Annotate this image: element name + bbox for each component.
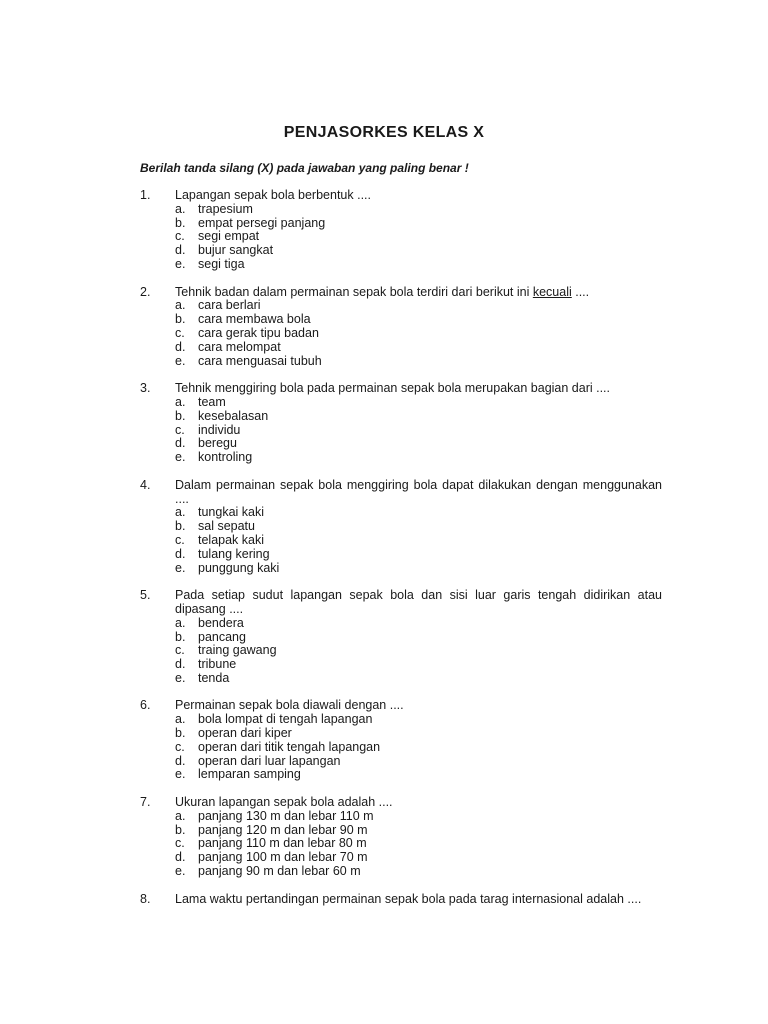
option-text: tenda: [198, 670, 230, 685]
question-text-main: Lama waktu pertandingan permainan sepak bola pada tarag internasional adalah ....: [175, 891, 642, 906]
option-letter: b.: [175, 629, 186, 644]
answer-option: [140, 644, 662, 658]
answer-option: [140, 244, 662, 258]
option-text: panjang 110 m dan lebar 80 m: [198, 836, 367, 851]
question-5: [140, 589, 662, 686]
answer-option: [140, 837, 662, 851]
answer-option: [140, 810, 662, 824]
option-letter: d.: [175, 546, 186, 561]
option-text: beregu: [198, 436, 237, 451]
option-text: panjang 100 m dan lebar 70 m: [198, 850, 368, 865]
option-letter: c.: [175, 643, 185, 658]
option-text: cara gerak tipu badan: [198, 325, 319, 340]
option-text: panjang 120 m dan lebar 90 m: [198, 822, 368, 837]
answer-option: [140, 217, 662, 231]
answer-option: [140, 327, 662, 341]
question-text-main: Pada setiap sudut lapangan sepak bola dan sisi luar garis tengah didirikan atau dipasang ....: [175, 588, 662, 616]
option-letter: e.: [175, 560, 186, 575]
question-7: [140, 796, 662, 879]
question-8: [140, 893, 662, 907]
page-title: PENJASORKES KELAS X: [283, 124, 485, 141]
question-number: 4.: [140, 477, 151, 492]
question-number: 3.: [140, 381, 151, 396]
option-text: operan dari titik tengah lapangan: [198, 739, 381, 754]
question-text-main: Lapangan sepak bola berbentuk ....: [175, 188, 371, 202]
question-4: [140, 479, 662, 576]
answer-option: [140, 341, 662, 355]
question-text: [175, 589, 662, 617]
answer-option: [140, 355, 662, 369]
option-text: team: [198, 394, 226, 409]
question-2: [140, 286, 662, 369]
option-letter: c.: [175, 836, 185, 851]
answer-option: [140, 520, 662, 534]
answer-option: [140, 755, 662, 769]
option-letter: e.: [175, 353, 186, 368]
answer-option: [140, 396, 662, 410]
question-text-main: Dalam permainan sepak bola menggiring bola dapat dilakukan dengan menggunakan ....: [175, 477, 662, 506]
question-text: [175, 382, 662, 396]
answer-option: [140, 451, 662, 465]
option-letter: a.: [175, 394, 186, 409]
option-letter: b.: [175, 408, 186, 423]
option-text: segi empat: [198, 229, 260, 244]
answer-option: [140, 562, 662, 576]
option-text: lemparan samping: [198, 767, 301, 782]
option-text: operan dari kiper: [198, 726, 292, 741]
option-letter: e.: [175, 450, 186, 465]
option-letter: e.: [175, 767, 186, 782]
option-letter: b.: [175, 312, 186, 327]
answer-option: [140, 424, 662, 438]
option-text: cara berlari: [198, 298, 261, 313]
answer-option: [140, 258, 662, 272]
option-text: telapak kaki: [198, 532, 265, 547]
option-letter: e.: [175, 670, 186, 685]
option-letter: b.: [175, 822, 186, 837]
question-number: 7.: [140, 795, 151, 810]
answer-option: [140, 865, 662, 879]
option-letter: c.: [175, 422, 185, 437]
option-letter: a.: [175, 615, 186, 630]
question-text: [175, 699, 662, 713]
answer-option: [140, 631, 662, 645]
question-1: [140, 189, 662, 272]
option-text: individu: [198, 422, 241, 437]
option-text: tungkai kaki: [198, 505, 265, 520]
option-letter: c.: [175, 325, 185, 340]
question-number: 6.: [140, 698, 151, 713]
option-text: cara menguasai tubuh: [198, 353, 322, 368]
option-letter: d.: [175, 657, 186, 672]
question-number: 2.: [140, 284, 151, 299]
option-text: punggung kaki: [198, 560, 280, 575]
option-letter: a.: [175, 808, 186, 823]
option-letter: a.: [175, 201, 186, 216]
question-text: [175, 893, 662, 907]
question-text-main: Tehnik badan dalam permainan sepak bola terdiri dari berikut ini: [175, 284, 533, 299]
option-letter: d.: [175, 436, 186, 451]
question-text: [175, 796, 662, 810]
answer-option: [140, 203, 662, 217]
question-6: [140, 699, 662, 782]
option-letter: d.: [175, 753, 186, 768]
question-text-main: Permainan sepak bola diawali dengan ....: [175, 698, 404, 713]
option-letter: a.: [175, 505, 186, 520]
option-text: bendera: [198, 615, 244, 630]
question-text: [175, 286, 662, 300]
option-letter: c.: [175, 739, 185, 754]
option-text: trapesium: [198, 201, 253, 216]
option-text: segi tiga: [198, 256, 245, 271]
option-letter: b.: [175, 726, 186, 741]
answer-option: [140, 824, 662, 838]
answer-option: [140, 313, 662, 327]
question-list: [140, 189, 662, 920]
option-letter: b.: [175, 519, 186, 534]
answer-option: [140, 658, 662, 672]
option-text: kontroling: [198, 450, 253, 465]
option-text: tulang kering: [198, 546, 270, 561]
question-number: 1.: [140, 188, 151, 202]
answer-option: [140, 713, 662, 727]
question-text: [175, 479, 662, 507]
answer-option: [140, 437, 662, 451]
option-letter: e.: [175, 864, 186, 879]
option-letter: a.: [175, 298, 186, 313]
option-letter: c.: [175, 532, 185, 547]
answer-option: [140, 506, 662, 520]
answer-option: [140, 548, 662, 562]
answer-option: [140, 617, 662, 631]
option-text: bujur sangkat: [198, 243, 274, 258]
option-text: kesebalasan: [198, 408, 269, 423]
answer-option: [140, 534, 662, 548]
question-number: 5.: [140, 588, 151, 603]
option-letter: d.: [175, 850, 186, 865]
answer-option: [140, 741, 662, 755]
option-text: sal sepatu: [198, 519, 255, 534]
answer-option: [140, 851, 662, 865]
option-letter: b.: [175, 215, 186, 230]
option-text: operan dari luar lapangan: [198, 753, 341, 768]
question-text-tail: ....: [571, 284, 590, 299]
instruction-text: Berilah tanda silang (X) pada jawaban yang paling benar !: [140, 161, 469, 175]
question-3: [140, 382, 662, 465]
question-text: [175, 189, 662, 203]
option-text: panjang 90 m dan lebar 60 m: [198, 864, 361, 879]
option-text: cara membawa bola: [198, 312, 311, 327]
option-text: cara melompat: [198, 339, 281, 354]
option-text: traing gawang: [198, 643, 277, 658]
option-text: panjang 130 m dan lebar 110 m: [198, 808, 374, 823]
question-text-main: Ukuran lapangan sepak bola adalah ....: [175, 795, 393, 810]
option-text: pancang: [198, 629, 246, 644]
option-letter: d.: [175, 339, 186, 354]
answer-option: [140, 768, 662, 782]
option-text: empat persegi panjang: [198, 215, 326, 230]
option-text: tribune: [198, 657, 237, 672]
option-letter: a.: [175, 712, 186, 727]
question-text-main: Tehnik menggiring bola pada permainan sepak bola merupakan bagian dari ....: [175, 381, 611, 396]
option-letter: c.: [175, 229, 185, 244]
answer-option: [140, 672, 662, 686]
option-letter: e.: [175, 256, 186, 271]
answer-option: [140, 299, 662, 313]
question-number: 8.: [140, 891, 151, 906]
answer-option: [140, 230, 662, 244]
answer-option: [140, 410, 662, 424]
question-text-emphasis: kecuali: [532, 284, 572, 299]
option-letter: d.: [175, 243, 186, 258]
option-text: bola lompat di tengah lapangan: [198, 712, 373, 727]
answer-option: [140, 727, 662, 741]
